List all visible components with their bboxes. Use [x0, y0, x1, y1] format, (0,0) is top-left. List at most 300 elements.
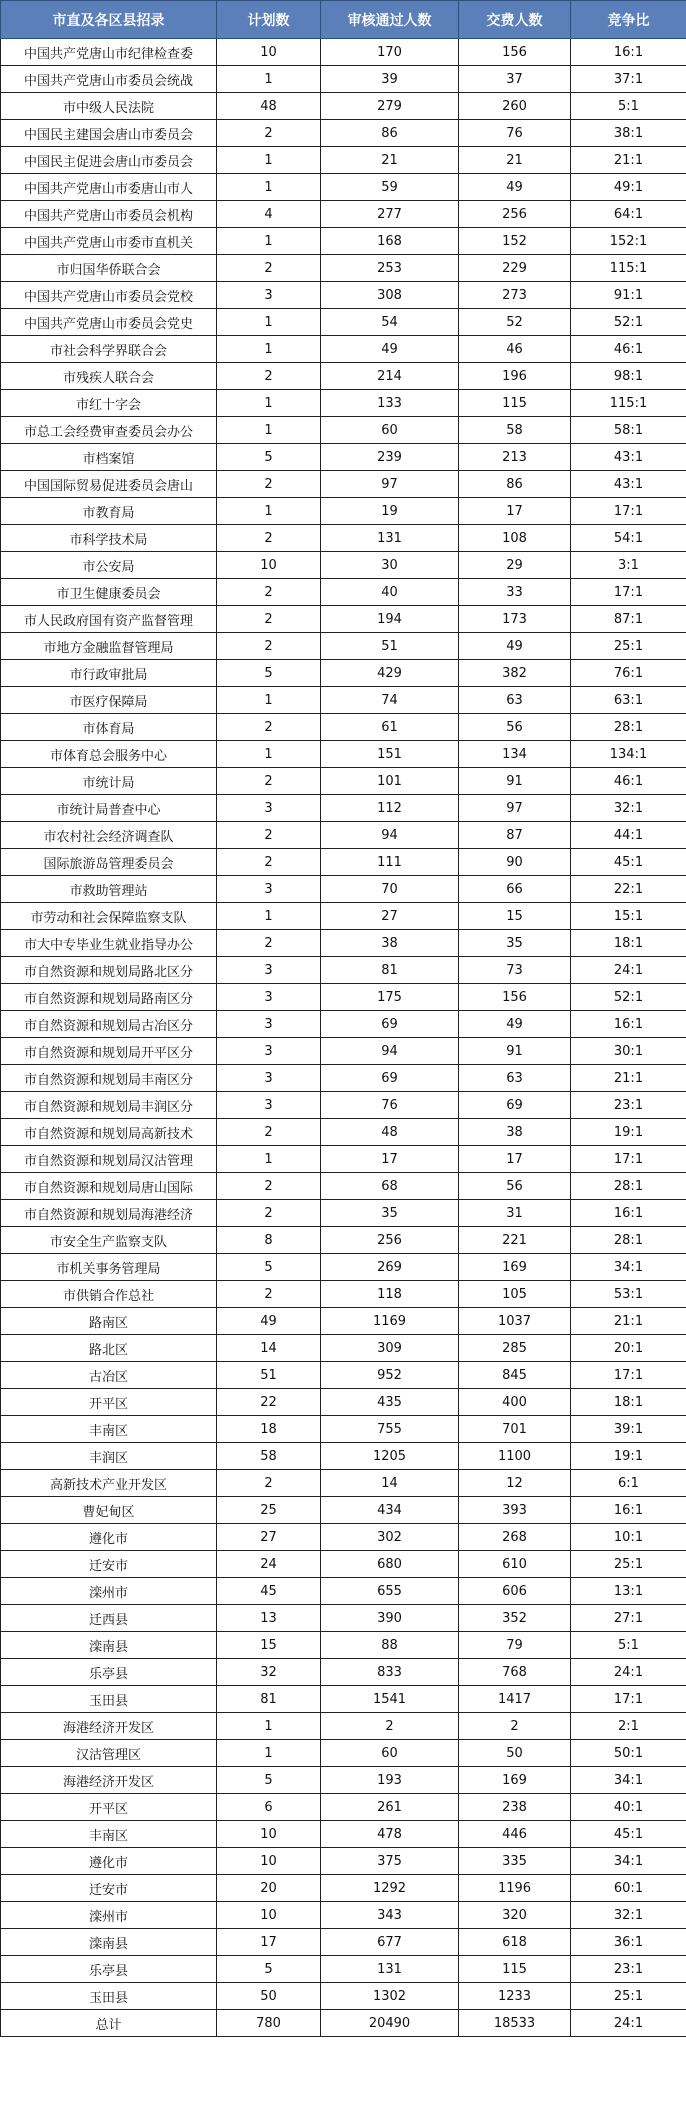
- cell-approved-count: 101: [321, 768, 459, 795]
- cell-paid-count: 97: [459, 795, 571, 822]
- cell-unit: 市体育总会服务中心: [1, 741, 217, 768]
- table-row: [1, 633, 686, 660]
- cell-competition-ratio: 36:1: [571, 1929, 686, 1956]
- cell-paid-count: 21: [459, 147, 571, 174]
- cell-paid-count: 256: [459, 201, 571, 228]
- cell-competition-ratio: 17:1: [571, 1686, 686, 1713]
- cell-approved-count: 111: [321, 849, 459, 876]
- cell-paid-count: 17: [459, 1146, 571, 1173]
- cell-unit: 市安全生产监察支队: [1, 1227, 217, 1254]
- cell-competition-ratio: 3:1: [571, 552, 686, 579]
- cell-paid-count: 1417: [459, 1686, 571, 1713]
- total-row: [1, 2010, 686, 2037]
- cell-competition-ratio: 32:1: [571, 1902, 686, 1929]
- cell-approved-count: 48: [321, 1119, 459, 1146]
- table-row: [1, 1524, 686, 1551]
- cell-competition-ratio: 24:1: [571, 957, 686, 984]
- cell-competition-ratio: 19:1: [571, 1443, 686, 1470]
- cell-approved-count: 81: [321, 957, 459, 984]
- cell-competition-ratio: 27:1: [571, 1605, 686, 1632]
- cell-competition-ratio: 40:1: [571, 1794, 686, 1821]
- table-row: [1, 1308, 686, 1335]
- cell-plan-count: 1: [217, 687, 321, 714]
- cell-paid-count: 46: [459, 336, 571, 363]
- cell-paid-count: 63: [459, 687, 571, 714]
- table-row: [1, 741, 686, 768]
- cell-paid-count: 335: [459, 1848, 571, 1875]
- cell-paid-count: 63: [459, 1065, 571, 1092]
- cell-approved-count: 214: [321, 363, 459, 390]
- cell-plan-count: 2: [217, 768, 321, 795]
- cell-plan-count: 1: [217, 903, 321, 930]
- cell-approved-count: 27: [321, 903, 459, 930]
- table-row: [1, 471, 686, 498]
- cell-unit: 市卫生健康委员会: [1, 579, 217, 606]
- cell-competition-ratio: 63:1: [571, 687, 686, 714]
- cell-plan-count: 1: [217, 147, 321, 174]
- total-label: 总计: [1, 2010, 217, 2037]
- cell-competition-ratio: 28:1: [571, 1173, 686, 1200]
- cell-approved-count: 168: [321, 228, 459, 255]
- cell-plan-count: 2: [217, 1173, 321, 1200]
- cell-plan-count: 51: [217, 1362, 321, 1389]
- cell-competition-ratio: 43:1: [571, 471, 686, 498]
- cell-paid-count: 273: [459, 282, 571, 309]
- cell-competition-ratio: 64:1: [571, 201, 686, 228]
- cell-paid-count: 90: [459, 849, 571, 876]
- cell-approved-count: 112: [321, 795, 459, 822]
- cell-paid-count: 37: [459, 66, 571, 93]
- cell-approved-count: 952: [321, 1362, 459, 1389]
- table-row: [1, 1470, 686, 1497]
- cell-unit: 市救助管理站: [1, 876, 217, 903]
- cell-plan-count: 10: [217, 552, 321, 579]
- table-row: [1, 1119, 686, 1146]
- cell-plan-count: 10: [217, 1902, 321, 1929]
- cell-unit: 中国共产党唐山市委市直机关: [1, 228, 217, 255]
- cell-unit: 市供销合作总社: [1, 1281, 217, 1308]
- cell-plan-count: 2: [217, 471, 321, 498]
- cell-paid-count: 610: [459, 1551, 571, 1578]
- cell-approved-count: 131: [321, 525, 459, 552]
- table-row: [1, 255, 686, 282]
- cell-plan-count: 6: [217, 1794, 321, 1821]
- table-row: [1, 579, 686, 606]
- cell-competition-ratio: 38:1: [571, 120, 686, 147]
- table-row: [1, 714, 686, 741]
- table-row: [1, 1362, 686, 1389]
- table-row: [1, 309, 686, 336]
- table-row: [1, 1254, 686, 1281]
- cell-unit: 丰润区: [1, 1443, 217, 1470]
- cell-paid-count: 169: [459, 1254, 571, 1281]
- cell-competition-ratio: 43:1: [571, 444, 686, 471]
- cell-paid-count: 382: [459, 660, 571, 687]
- cell-competition-ratio: 17:1: [571, 498, 686, 525]
- cell-plan-count: 25: [217, 1497, 321, 1524]
- table-row: [1, 363, 686, 390]
- table-row: [1, 39, 686, 66]
- cell-approved-count: 1205: [321, 1443, 459, 1470]
- cell-plan-count: 2: [217, 120, 321, 147]
- cell-paid-count: 618: [459, 1929, 571, 1956]
- cell-paid-count: 73: [459, 957, 571, 984]
- cell-approved-count: 194: [321, 606, 459, 633]
- cell-paid-count: 58: [459, 417, 571, 444]
- table-row: [1, 1065, 686, 1092]
- cell-paid-count: 1233: [459, 1983, 571, 2010]
- cell-unit: 市自然资源和规划局路南区分: [1, 984, 217, 1011]
- cell-paid-count: 76: [459, 120, 571, 147]
- table-row: [1, 147, 686, 174]
- header-approved-count: 审核通过人数: [321, 1, 459, 39]
- cell-unit: 市人民政府国有资产监督管理: [1, 606, 217, 633]
- cell-approved-count: 68: [321, 1173, 459, 1200]
- cell-competition-ratio: 25:1: [571, 633, 686, 660]
- cell-plan-count: 10: [217, 39, 321, 66]
- table-row: [1, 1875, 686, 1902]
- cell-competition-ratio: 21:1: [571, 147, 686, 174]
- cell-competition-ratio: 24:1: [571, 1659, 686, 1686]
- cell-paid-count: 393: [459, 1497, 571, 1524]
- cell-competition-ratio: 10:1: [571, 1524, 686, 1551]
- table-row: [1, 849, 686, 876]
- cell-approved-count: 677: [321, 1929, 459, 1956]
- cell-unit: 路南区: [1, 1308, 217, 1335]
- cell-approved-count: 1302: [321, 1983, 459, 2010]
- cell-plan-count: 48: [217, 93, 321, 120]
- total-approved-count: 20490: [321, 2010, 459, 2037]
- cell-plan-count: 2: [217, 714, 321, 741]
- cell-approved-count: 59: [321, 174, 459, 201]
- cell-competition-ratio: 76:1: [571, 660, 686, 687]
- cell-approved-count: 256: [321, 1227, 459, 1254]
- cell-unit: 市中级人民法院: [1, 93, 217, 120]
- cell-approved-count: 19: [321, 498, 459, 525]
- cell-paid-count: 49: [459, 174, 571, 201]
- cell-competition-ratio: 37:1: [571, 66, 686, 93]
- table-row: [1, 282, 686, 309]
- cell-competition-ratio: 115:1: [571, 255, 686, 282]
- cell-approved-count: 40: [321, 579, 459, 606]
- cell-paid-count: 50: [459, 1740, 571, 1767]
- cell-paid-count: 91: [459, 1038, 571, 1065]
- cell-paid-count: 152: [459, 228, 571, 255]
- cell-paid-count: 69: [459, 1092, 571, 1119]
- cell-approved-count: 39: [321, 66, 459, 93]
- cell-approved-count: 86: [321, 120, 459, 147]
- cell-plan-count: 18: [217, 1416, 321, 1443]
- cell-plan-count: 81: [217, 1686, 321, 1713]
- cell-approved-count: 175: [321, 984, 459, 1011]
- cell-unit: 市社会科学界联合会: [1, 336, 217, 363]
- cell-competition-ratio: 87:1: [571, 606, 686, 633]
- cell-plan-count: 2: [217, 525, 321, 552]
- table-row: [1, 1902, 686, 1929]
- cell-competition-ratio: 22:1: [571, 876, 686, 903]
- cell-plan-count: 1: [217, 417, 321, 444]
- cell-unit: 迁安市: [1, 1551, 217, 1578]
- cell-paid-count: 260: [459, 93, 571, 120]
- cell-paid-count: 285: [459, 1335, 571, 1362]
- cell-approved-count: 343: [321, 1902, 459, 1929]
- cell-unit: 中国共产党唐山市委员会机构: [1, 201, 217, 228]
- cell-competition-ratio: 30:1: [571, 1038, 686, 1065]
- cell-plan-count: 2: [217, 1119, 321, 1146]
- cell-competition-ratio: 32:1: [571, 795, 686, 822]
- cell-unit: 中国国际贸易促进委员会唐山: [1, 471, 217, 498]
- cell-unit: 市教育局: [1, 498, 217, 525]
- table-row: [1, 606, 686, 633]
- cell-paid-count: 173: [459, 606, 571, 633]
- cell-approved-count: 239: [321, 444, 459, 471]
- cell-unit: 市自然资源和规划局高新技术: [1, 1119, 217, 1146]
- cell-paid-count: 17: [459, 498, 571, 525]
- cell-unit: 市自然资源和规划局路北区分: [1, 957, 217, 984]
- cell-paid-count: 38: [459, 1119, 571, 1146]
- cell-unit: 迁安市: [1, 1875, 217, 1902]
- cell-competition-ratio: 46:1: [571, 768, 686, 795]
- cell-unit: 丰南区: [1, 1416, 217, 1443]
- cell-plan-count: 1: [217, 309, 321, 336]
- cell-unit: 中国共产党唐山市委员会党史: [1, 309, 217, 336]
- cell-approved-count: 38: [321, 930, 459, 957]
- cell-paid-count: 1100: [459, 1443, 571, 1470]
- cell-paid-count: 35: [459, 930, 571, 957]
- cell-paid-count: 229: [459, 255, 571, 282]
- cell-plan-count: 5: [217, 660, 321, 687]
- table-row: [1, 1389, 686, 1416]
- table-row: [1, 525, 686, 552]
- table-row: [1, 1956, 686, 1983]
- cell-unit: 滦州市: [1, 1902, 217, 1929]
- cell-paid-count: 400: [459, 1389, 571, 1416]
- cell-plan-count: 5: [217, 444, 321, 471]
- cell-plan-count: 2: [217, 633, 321, 660]
- cell-unit: 市自然资源和规划局唐山国际: [1, 1173, 217, 1200]
- table-row: [1, 876, 686, 903]
- cell-approved-count: 14: [321, 1470, 459, 1497]
- cell-approved-count: 133: [321, 390, 459, 417]
- cell-approved-count: 680: [321, 1551, 459, 1578]
- cell-unit: 中国共产党唐山市委员会统战: [1, 66, 217, 93]
- cell-competition-ratio: 46:1: [571, 336, 686, 363]
- table-row: [1, 552, 686, 579]
- cell-competition-ratio: 115:1: [571, 390, 686, 417]
- table-row: [1, 1929, 686, 1956]
- cell-competition-ratio: 16:1: [571, 39, 686, 66]
- cell-paid-count: 87: [459, 822, 571, 849]
- cell-plan-count: 2: [217, 606, 321, 633]
- cell-unit: 海港经济开发区: [1, 1767, 217, 1794]
- cell-unit: 开平区: [1, 1389, 217, 1416]
- cell-plan-count: 3: [217, 1038, 321, 1065]
- table-row: [1, 1821, 686, 1848]
- cell-competition-ratio: 18:1: [571, 1389, 686, 1416]
- cell-unit: 市公安局: [1, 552, 217, 579]
- header-plan-count: 计划数: [217, 1, 321, 39]
- cell-approved-count: 253: [321, 255, 459, 282]
- cell-competition-ratio: 21:1: [571, 1308, 686, 1335]
- cell-competition-ratio: 2:1: [571, 1713, 686, 1740]
- cell-plan-count: 1: [217, 1146, 321, 1173]
- cell-approved-count: 2: [321, 1713, 459, 1740]
- cell-plan-count: 50: [217, 1983, 321, 2010]
- table-row: [1, 1713, 686, 1740]
- cell-plan-count: 1: [217, 498, 321, 525]
- table-row: [1, 795, 686, 822]
- table-row: [1, 1200, 686, 1227]
- cell-competition-ratio: 45:1: [571, 1821, 686, 1848]
- cell-approved-count: 261: [321, 1794, 459, 1821]
- cell-paid-count: 606: [459, 1578, 571, 1605]
- cell-competition-ratio: 44:1: [571, 822, 686, 849]
- cell-unit: 中国共产党唐山市纪律检查委: [1, 39, 217, 66]
- cell-approved-count: 51: [321, 633, 459, 660]
- cell-unit: 玉田县: [1, 1686, 217, 1713]
- cell-plan-count: 5: [217, 1767, 321, 1794]
- cell-plan-count: 2: [217, 849, 321, 876]
- header-unit: 市直及各区县招录: [1, 1, 217, 39]
- cell-competition-ratio: 23:1: [571, 1956, 686, 1983]
- table-row: [1, 1578, 686, 1605]
- cell-competition-ratio: 134:1: [571, 741, 686, 768]
- cell-plan-count: 10: [217, 1848, 321, 1875]
- table-row: [1, 1605, 686, 1632]
- cell-unit: 市机关事务管理局: [1, 1254, 217, 1281]
- table-row: [1, 1740, 686, 1767]
- table-row: [1, 1848, 686, 1875]
- cell-paid-count: 320: [459, 1902, 571, 1929]
- cell-approved-count: 429: [321, 660, 459, 687]
- cell-competition-ratio: 54:1: [571, 525, 686, 552]
- cell-approved-count: 60: [321, 1740, 459, 1767]
- cell-approved-count: 1541: [321, 1686, 459, 1713]
- cell-paid-count: 221: [459, 1227, 571, 1254]
- cell-competition-ratio: 39:1: [571, 1416, 686, 1443]
- cell-plan-count: 2: [217, 255, 321, 282]
- cell-plan-count: 2: [217, 1200, 321, 1227]
- cell-unit: 市红十字会: [1, 390, 217, 417]
- cell-competition-ratio: 23:1: [571, 1092, 686, 1119]
- table-row: [1, 1794, 686, 1821]
- cell-approved-count: 76: [321, 1092, 459, 1119]
- header-row: [1, 1, 686, 39]
- cell-approved-count: 170: [321, 39, 459, 66]
- cell-paid-count: 1037: [459, 1308, 571, 1335]
- cell-unit: 乐亭县: [1, 1659, 217, 1686]
- cell-plan-count: 2: [217, 363, 321, 390]
- cell-plan-count: 3: [217, 1011, 321, 1038]
- cell-competition-ratio: 21:1: [571, 1065, 686, 1092]
- cell-competition-ratio: 5:1: [571, 93, 686, 120]
- cell-competition-ratio: 49:1: [571, 174, 686, 201]
- cell-competition-ratio: 13:1: [571, 1578, 686, 1605]
- table-row: [1, 1983, 686, 2010]
- cell-paid-count: 49: [459, 633, 571, 660]
- cell-unit: 市自然资源和规划局丰南区分: [1, 1065, 217, 1092]
- cell-unit: 市行政审批局: [1, 660, 217, 687]
- cell-paid-count: 91: [459, 768, 571, 795]
- cell-unit: 遵化市: [1, 1524, 217, 1551]
- cell-plan-count: 2: [217, 930, 321, 957]
- cell-plan-count: 45: [217, 1578, 321, 1605]
- cell-competition-ratio: 5:1: [571, 1632, 686, 1659]
- cell-plan-count: 3: [217, 1065, 321, 1092]
- cell-approved-count: 309: [321, 1335, 459, 1362]
- table-row: [1, 1551, 686, 1578]
- cell-plan-count: 14: [217, 1335, 321, 1362]
- cell-paid-count: 446: [459, 1821, 571, 1848]
- cell-plan-count: 1: [217, 741, 321, 768]
- cell-competition-ratio: 17:1: [571, 1362, 686, 1389]
- table-row: [1, 1767, 686, 1794]
- cell-competition-ratio: 20:1: [571, 1335, 686, 1362]
- cell-competition-ratio: 16:1: [571, 1200, 686, 1227]
- cell-unit: 市统计局普查中心: [1, 795, 217, 822]
- cell-unit: 中国民主促进会唐山市委员会: [1, 147, 217, 174]
- table-row: [1, 390, 686, 417]
- cell-paid-count: 352: [459, 1605, 571, 1632]
- cell-approved-count: 97: [321, 471, 459, 498]
- cell-paid-count: 66: [459, 876, 571, 903]
- cell-competition-ratio: 25:1: [571, 1551, 686, 1578]
- total-plan-count: 780: [217, 2010, 321, 2037]
- cell-approved-count: 193: [321, 1767, 459, 1794]
- cell-paid-count: 115: [459, 1956, 571, 1983]
- cell-paid-count: 33: [459, 579, 571, 606]
- cell-plan-count: 3: [217, 984, 321, 1011]
- cell-plan-count: 17: [217, 1929, 321, 1956]
- table-row: [1, 1281, 686, 1308]
- cell-unit: 市农村社会经济调查队: [1, 822, 217, 849]
- table-row: [1, 1173, 686, 1200]
- table-row: [1, 417, 686, 444]
- cell-competition-ratio: 28:1: [571, 1227, 686, 1254]
- table-row: [1, 174, 686, 201]
- cell-paid-count: 156: [459, 984, 571, 1011]
- cell-competition-ratio: 34:1: [571, 1254, 686, 1281]
- cell-approved-count: 70: [321, 876, 459, 903]
- cell-plan-count: 10: [217, 1821, 321, 1848]
- cell-approved-count: 17: [321, 1146, 459, 1173]
- cell-paid-count: 156: [459, 39, 571, 66]
- cell-competition-ratio: 17:1: [571, 1146, 686, 1173]
- cell-paid-count: 845: [459, 1362, 571, 1389]
- cell-plan-count: 3: [217, 282, 321, 309]
- table-row: [1, 660, 686, 687]
- cell-plan-count: 27: [217, 1524, 321, 1551]
- cell-competition-ratio: 52:1: [571, 309, 686, 336]
- cell-approved-count: 61: [321, 714, 459, 741]
- cell-unit: 市自然资源和规划局汉沽管理: [1, 1146, 217, 1173]
- cell-unit: 滦南县: [1, 1929, 217, 1956]
- cell-unit: 市大中专毕业生就业指导办公: [1, 930, 217, 957]
- cell-approved-count: 118: [321, 1281, 459, 1308]
- table-row: [1, 93, 686, 120]
- cell-paid-count: 115: [459, 390, 571, 417]
- cell-unit: 市自然资源和规划局古冶区分: [1, 1011, 217, 1038]
- cell-paid-count: 196: [459, 363, 571, 390]
- table-row: [1, 228, 686, 255]
- cell-plan-count: 1: [217, 174, 321, 201]
- table-row: [1, 1038, 686, 1065]
- cell-approved-count: 30: [321, 552, 459, 579]
- cell-competition-ratio: 34:1: [571, 1848, 686, 1875]
- cell-plan-count: 5: [217, 1254, 321, 1281]
- cell-approved-count: 21: [321, 147, 459, 174]
- table-row: [1, 444, 686, 471]
